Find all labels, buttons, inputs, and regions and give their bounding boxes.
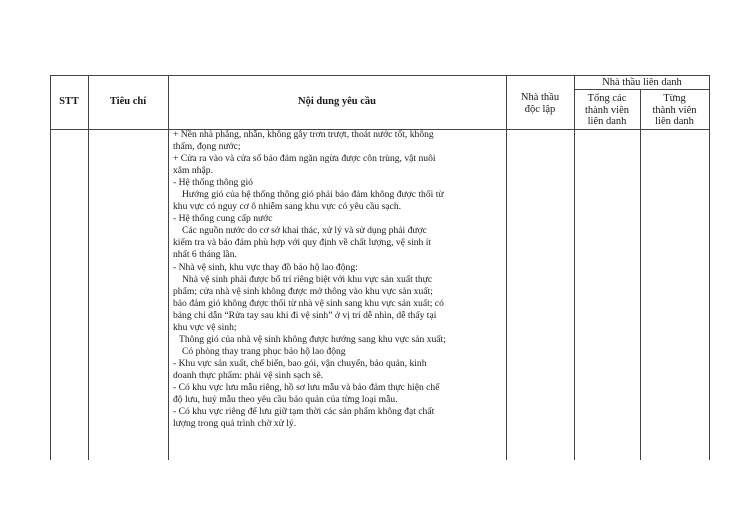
content-line: bảng chỉ dẫn “Rửa tay sau khi đi vệ sinh” ở vị trí dễ nhìn, dễ thấy tại [173,309,437,321]
header-joint-venture: Nhà thầu liên danh [602,77,682,88]
content-line: Có phòng thay trang phục bảo hộ lao động [182,345,346,357]
content-line: - Có khu vực riêng để lưu giữ tạm thời các sản phẩm không đạt chất [173,406,435,418]
header-independent-line-1: Nhà thầu [520,92,560,103]
table-left-border [50,75,51,460]
header-requirement-content: Nội dung yêu cầu [298,96,376,107]
content-line: Hướng gió của hệ thống thông gió phải bảo đảm không được thổi từ [182,189,444,201]
header-each-member-line-1: Từng [663,93,686,104]
content-line: độ lưu, huỷ mẫu theo yêu cầu bảo quản của từng loại mẫu. [173,394,398,406]
content-line: doanh thực phẩm: phải vệ sinh sạch sẽ. [173,369,324,381]
content-line: - Hệ thống thông gió [173,177,253,189]
header-independent-line-2: độc lập [524,103,556,115]
table-top-border [50,75,710,76]
column-divider-members [640,89,641,460]
content-line: bảo đảm gió không được thổi từ nhà vệ sinh sang khu vực sản xuất; có [173,297,444,309]
content-line: Thông gió của nhà vệ sinh không được hướng sang khu vực sản xuất; [179,333,446,345]
content-line: - Nhà vệ sinh, khu vực thay đồ bảo hộ lao động: [173,261,358,273]
content-line: - Có khu vực lưu mẫu riêng, hồ sơ lưu mẫu và bảo đảm thực hiện chế [173,381,440,393]
table-right-border [709,75,710,460]
header-stt: STT [59,96,79,107]
content-line: thấm, đọng nước; [173,141,241,153]
header-criteria: Tiêu chí [109,96,147,107]
content-line: xâm nhập. [173,165,213,177]
header-independent-contractor [506,92,574,115]
content-line: phẩm; cửa nhà vệ sinh không được mở thông vào khu vực sản xuất; [173,285,433,297]
header-each-member-line-2: thành viên [652,104,697,116]
joint-venture-divider [574,89,710,90]
content-line: + Cửa ra vào và cửa sổ bảo đảm ngăn ngừa được côn trùng, vật nuôi [173,153,436,165]
header-each-member-line-3: liên danh [655,116,694,127]
header-all-members-line-2: thành viên [584,104,630,116]
header-all-members-line-1: Tổng các [587,93,627,104]
content-line: lượng trong quá trình chờ xử lý. [173,418,297,430]
header-all-members [574,93,640,128]
header-all-members-line-3: liên danh [587,116,627,127]
content-line: kiểm tra và bảo đảm phù hợp với quy định về chất lượng, vệ sinh ít [173,237,432,249]
column-divider-independent [574,75,575,460]
header-each-member [640,93,709,128]
content-line: - Hệ thống cung cấp nước [173,213,273,225]
column-divider-stt [88,75,89,460]
column-divider-content [506,75,507,460]
content-line: - Khu vực sản xuất, chế biến, bao gói, vận chuyển, bảo quản, kinh [173,357,427,369]
column-divider-criteria [168,75,169,460]
content-line: nhất 6 tháng lần. [173,249,237,261]
content-line: khu vực vệ sinh; [173,321,237,333]
content-line: + Nền nhà phẳng, nhẵn, không gây trơn trượt, thoát nước tốt, không [173,129,434,140]
requirement-content [173,129,506,430]
content-line: khu vực có nguy cơ ô nhiễm sang khu vực có yêu cầu sạch. [173,201,402,213]
content-line: Nhà vệ sinh phải được bố trí riêng biệt với khu vực sản xuất thực [182,273,433,285]
content-line: Các nguồn nước do cơ sở khai thác, xử lý và sử dụng phải được [182,225,427,237]
